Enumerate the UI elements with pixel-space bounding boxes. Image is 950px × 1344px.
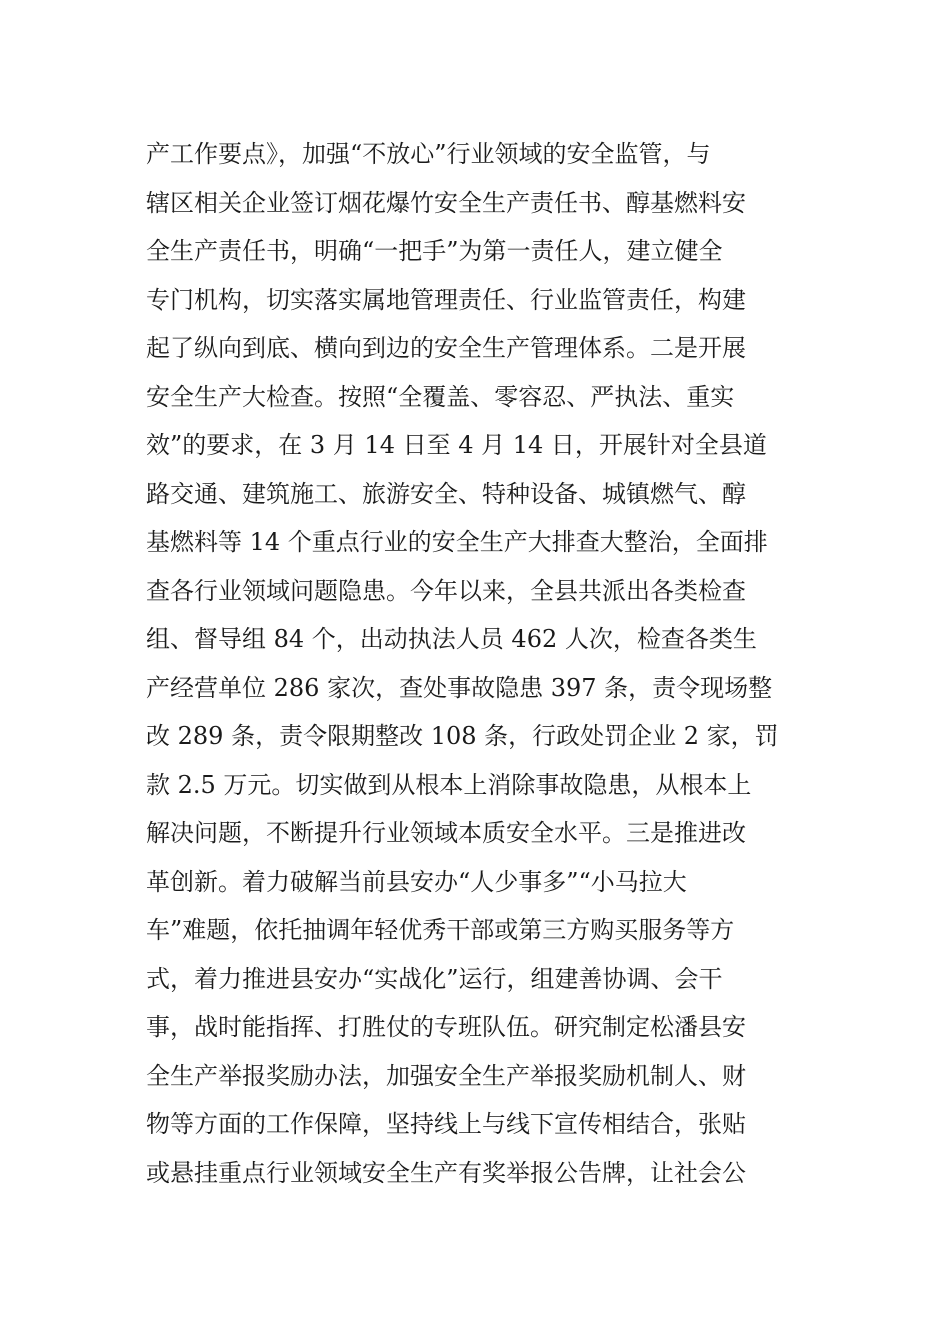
text-line: 解决问题，不断提升行业领域本质安全水平。三是推进改 bbox=[146, 819, 746, 847]
text-line: 产经营单位 286 家次，查处事故隐患 397 条，责令现场整 bbox=[146, 673, 773, 702]
text-line: 产工作要点》，加强“不放心”行业领域的安全监管，与 bbox=[146, 140, 711, 168]
text-line: 组、督导组 84 个，出动执法人员 462 人次，检查各类生 bbox=[146, 625, 757, 653]
text-line: 基燃料等 14 个重点行业的安全生产大排查大整治，全面排 bbox=[146, 528, 768, 556]
text-line: 专门机构，切实落实属地管理责任、行业监管责任，构建 bbox=[146, 285, 746, 314]
text-line: 辖区相关企业签订烟花爆竹安全生产责任书、醇基燃料安 bbox=[146, 188, 746, 217]
text-line: 效”的要求，在 3 月 14 日至 4 月 14 日，开展针对全县道 bbox=[146, 431, 767, 459]
text-line: 路交通、建筑施工、旅游安全、特种设备、城镇燃气、醇 bbox=[146, 479, 746, 508]
text-line: 安全生产大检查。按照“全覆盖、零容忍、严执法、重实 bbox=[146, 382, 735, 411]
text-line: 款 2.5 万元。切实做到从根本上消除事故隐患，从根本上 bbox=[146, 770, 752, 799]
text-line: 改 289 条，责令限期整改 108 条，行政处罚企业 2 家，罚 bbox=[146, 722, 779, 750]
text-line: 查各行业领域问题隐患。今年以来，全县共派出各类检查 bbox=[146, 576, 746, 605]
text-line: 革创新。着力破解当前县安办“人少事多”“小马拉大 bbox=[146, 867, 687, 896]
body-paragraph bbox=[146, 130, 816, 1197]
text-line: 事，战时能指挥、打胜仗的专班队伍。研究制定松潘县安 bbox=[146, 1013, 746, 1041]
text-line: 全生产举报奖励办法，加强安全生产举报奖励机制人、财 bbox=[146, 1061, 746, 1090]
text-line: 车”难题，依托抽调年轻优秀干部或第三方购买服务等方 bbox=[146, 916, 735, 944]
text-line: 或悬挂重点行业领域安全生产有奖举报公告牌，让社会公 bbox=[146, 1158, 746, 1187]
text-line: 全生产责任书，明确“一把手”为第一责任人，建立健全 bbox=[146, 237, 723, 265]
text-line: 式，着力推进县安办“实战化”运行，组建善协调、会干 bbox=[146, 964, 723, 993]
text-line: 物等方面的工作保障，坚持线上与线下宣传相结合，张贴 bbox=[146, 1110, 746, 1138]
text-line: 起了纵向到底、横向到边的安全生产管理体系。二是开展 bbox=[146, 334, 746, 362]
